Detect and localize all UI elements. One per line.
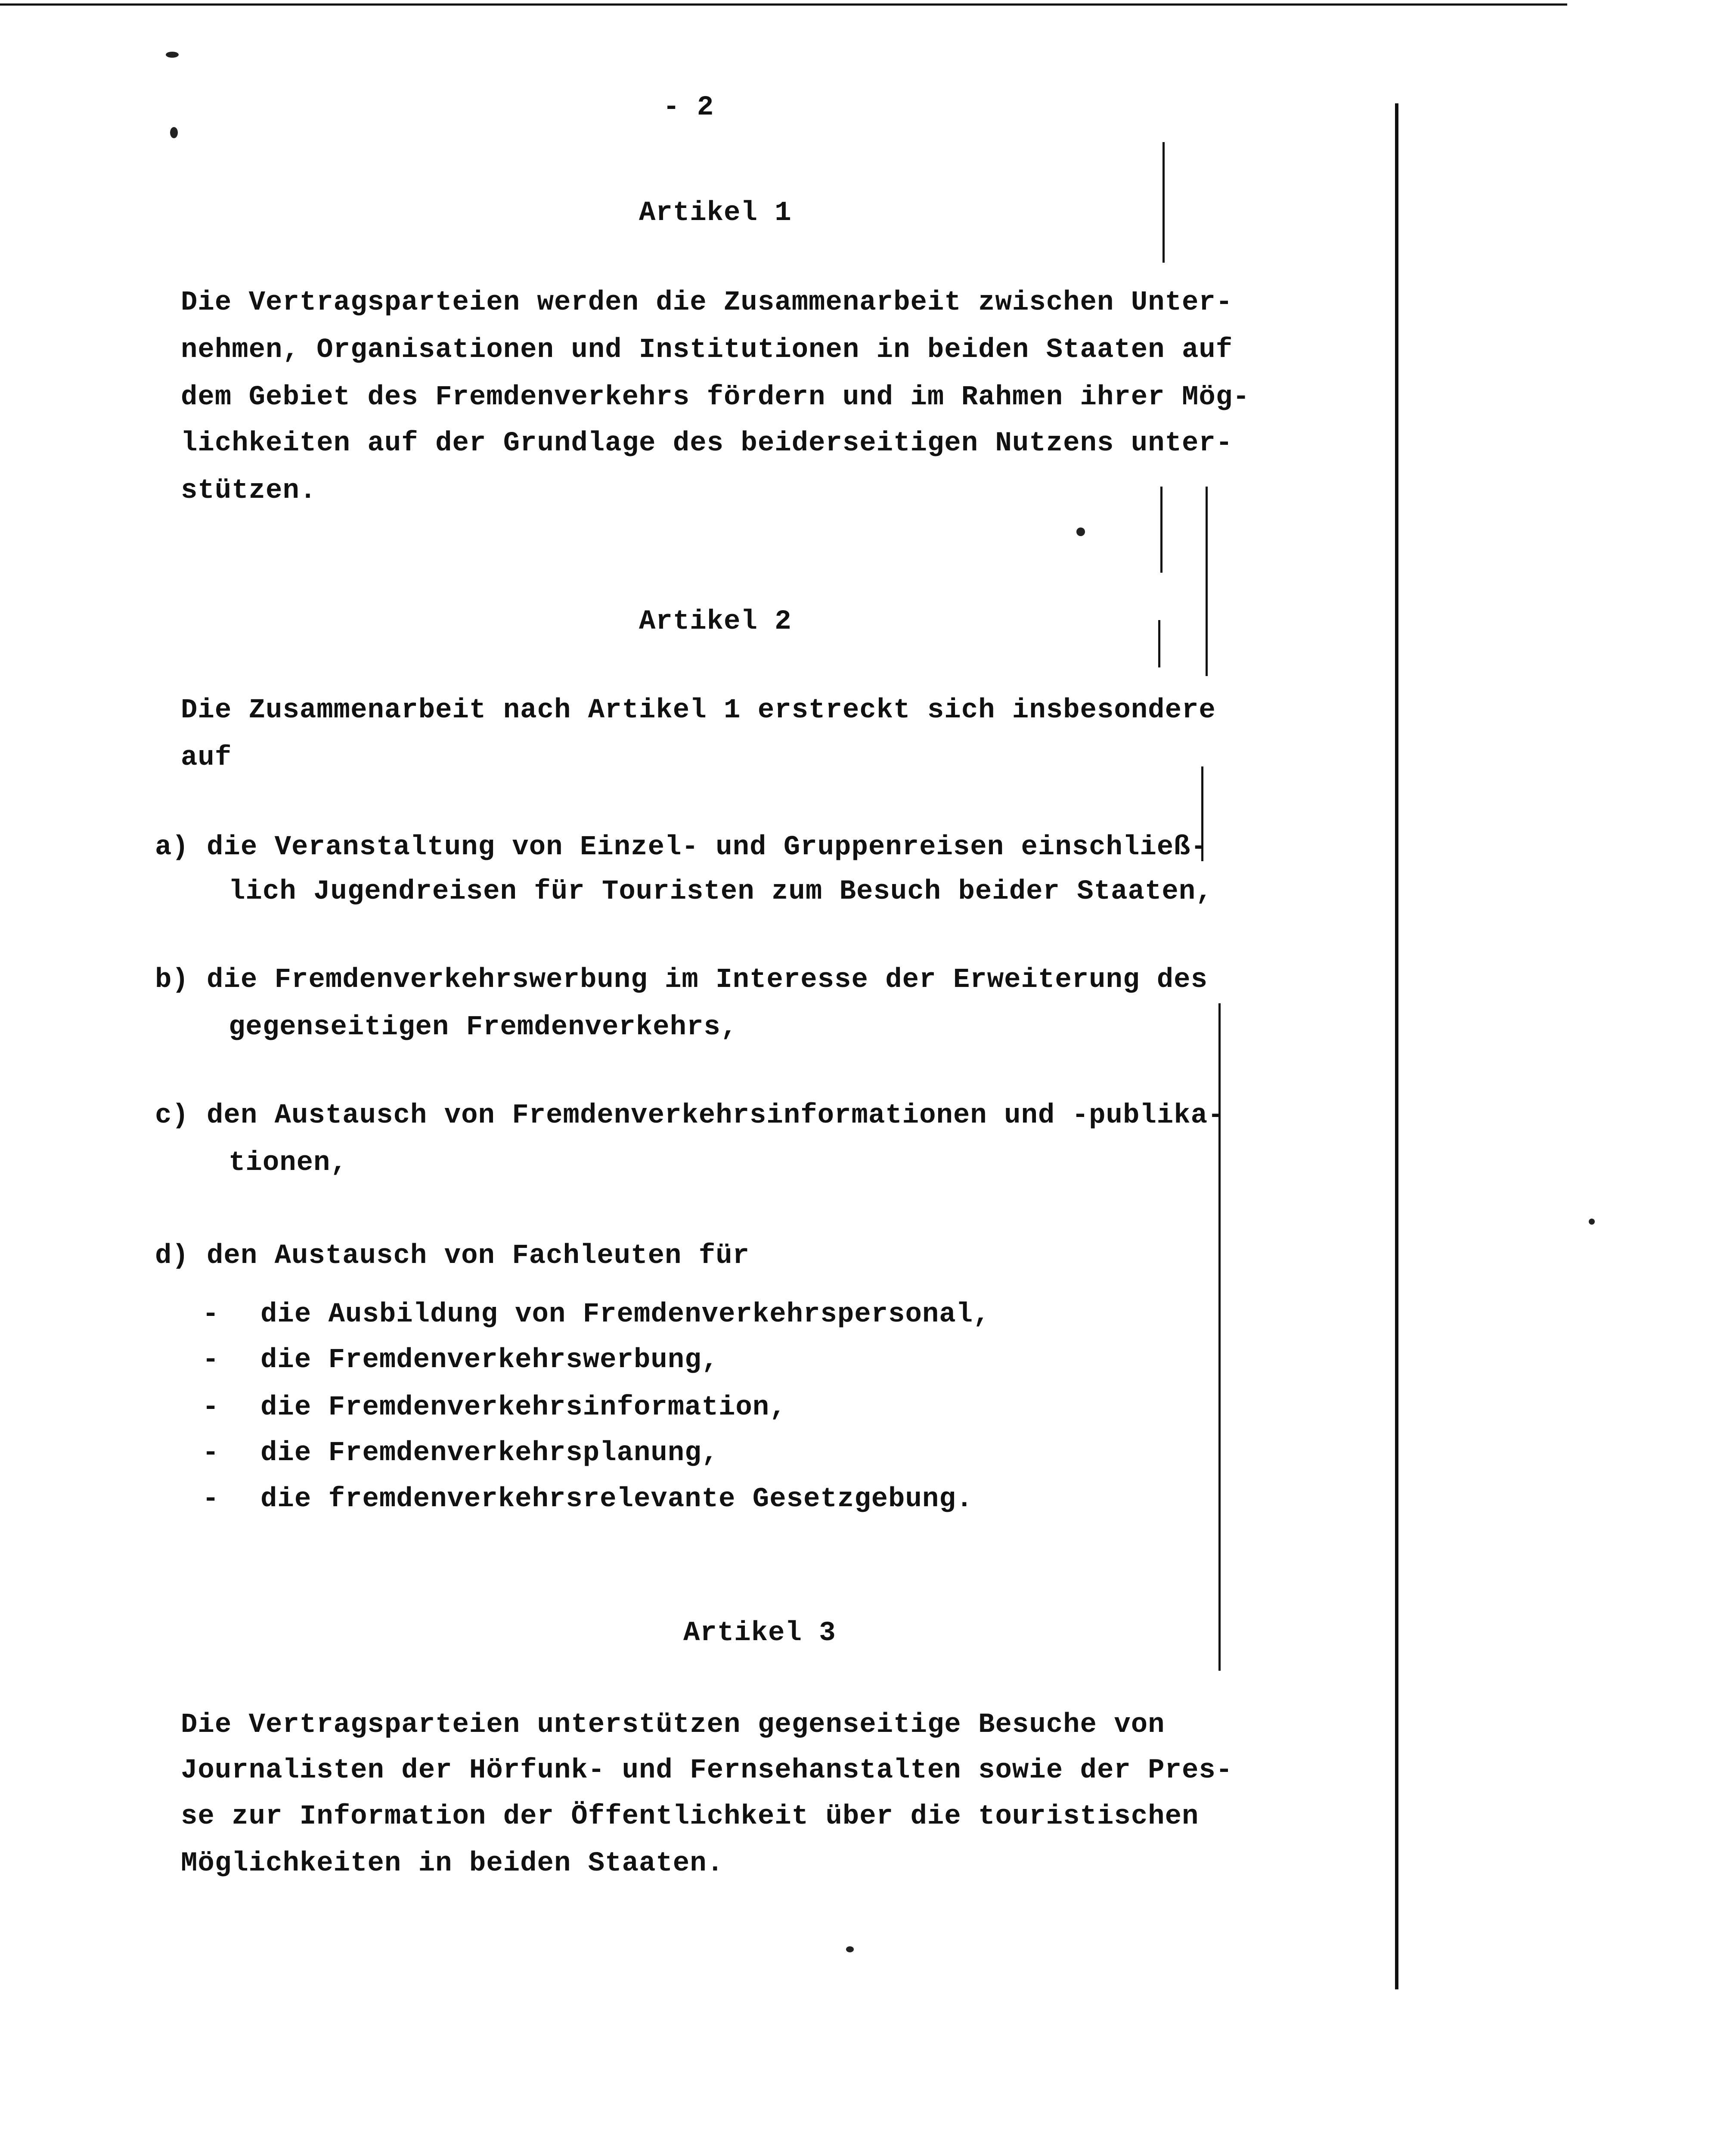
article-1-line: Die Vertragsparteien werden die Zusammenarbeit zwischen Unter- [181,287,1233,318]
bullet-dash: - [202,1392,220,1423]
article-1-line: stützen. [181,475,317,506]
subitem: die Fremdenverkehrsinformation, [260,1392,787,1423]
article-1-line: lichkeiten auf der Grundlage des beiderseitigen Nutzens unter- [181,428,1233,459]
article-3-line: se zur Information der Öffentlichkeit über die touristischen [181,1801,1199,1832]
item-c-label: c) [155,1100,189,1131]
speck [170,127,178,138]
item-d-label: d) [155,1241,189,1272]
top-border-line [0,3,1567,6]
bullet-dash: - [202,1345,220,1376]
item-a-line: die Veranstaltung von Einzel- und Gruppenreisen einschließ- [207,832,1208,863]
speck [166,52,179,58]
item-b-line: die Fremdenverkehrswerbung im Interesse der Erweiterung des [207,965,1208,996]
item-c-line: tionen, [229,1148,347,1179]
item-a-label: a) [155,832,189,863]
item-a-line: lich Jugendreisen für Touristen zum Besuch beider Staaten, [229,876,1213,907]
subitem: die Ausbildung von Fremdenverkehrspersonal, [260,1299,990,1330]
margin-mark [1206,487,1208,676]
item-d-line: den Austausch von Fachleuten für [207,1241,750,1272]
article-3-line: Möglichkeiten in beiden Staaten. [181,1848,724,1879]
margin-mark [1158,620,1160,667]
subitem: die Fremdenverkehrswerbung, [260,1345,719,1376]
article-1-line: nehmen, Organisationen und Institutionen in beiden Staaten auf [181,335,1233,366]
subitem: die fremdenverkehrsrelevante Gesetzgebung. [260,1484,973,1515]
subitem: die Fremdenverkehrsplanung, [260,1438,719,1469]
margin-mark [1160,487,1162,573]
bullet-dash: - [202,1299,220,1330]
margin-mark [1162,142,1165,263]
article-2-heading: Artikel 2 [639,606,792,637]
article-3-line: Journalisten der Hörfunk- und Fernsehanstalten sowie der Pres- [181,1755,1233,1786]
page-number: - 2 [663,92,714,123]
bullet-dash: - [202,1438,220,1469]
speck [846,1946,854,1952]
article-2-intro: auf [181,742,232,773]
item-b-label: b) [155,965,189,996]
item-c-line: den Austausch von Fremdenverkehrsinformationen und -publika- [207,1100,1225,1131]
speck [1589,1219,1595,1225]
right-margin-line [1395,103,1398,1989]
item-b-line: gegenseitigen Fremdenverkehrs, [229,1012,738,1043]
article-2-intro: Die Zusammenarbeit nach Artikel 1 erstreckt sich insbesondere [181,695,1216,726]
article-1-line: dem Gebiet des Fremdenverkehrs fördern und im Rahmen ihrer Mög- [181,382,1250,413]
article-1-heading: Artikel 1 [639,198,792,229]
speck [1076,527,1085,536]
article-3-heading: Artikel 3 [683,1618,836,1649]
article-3-line: Die Vertragsparteien unterstützen gegenseitige Besuche von [181,1709,1165,1740]
bullet-dash: - [202,1484,220,1515]
